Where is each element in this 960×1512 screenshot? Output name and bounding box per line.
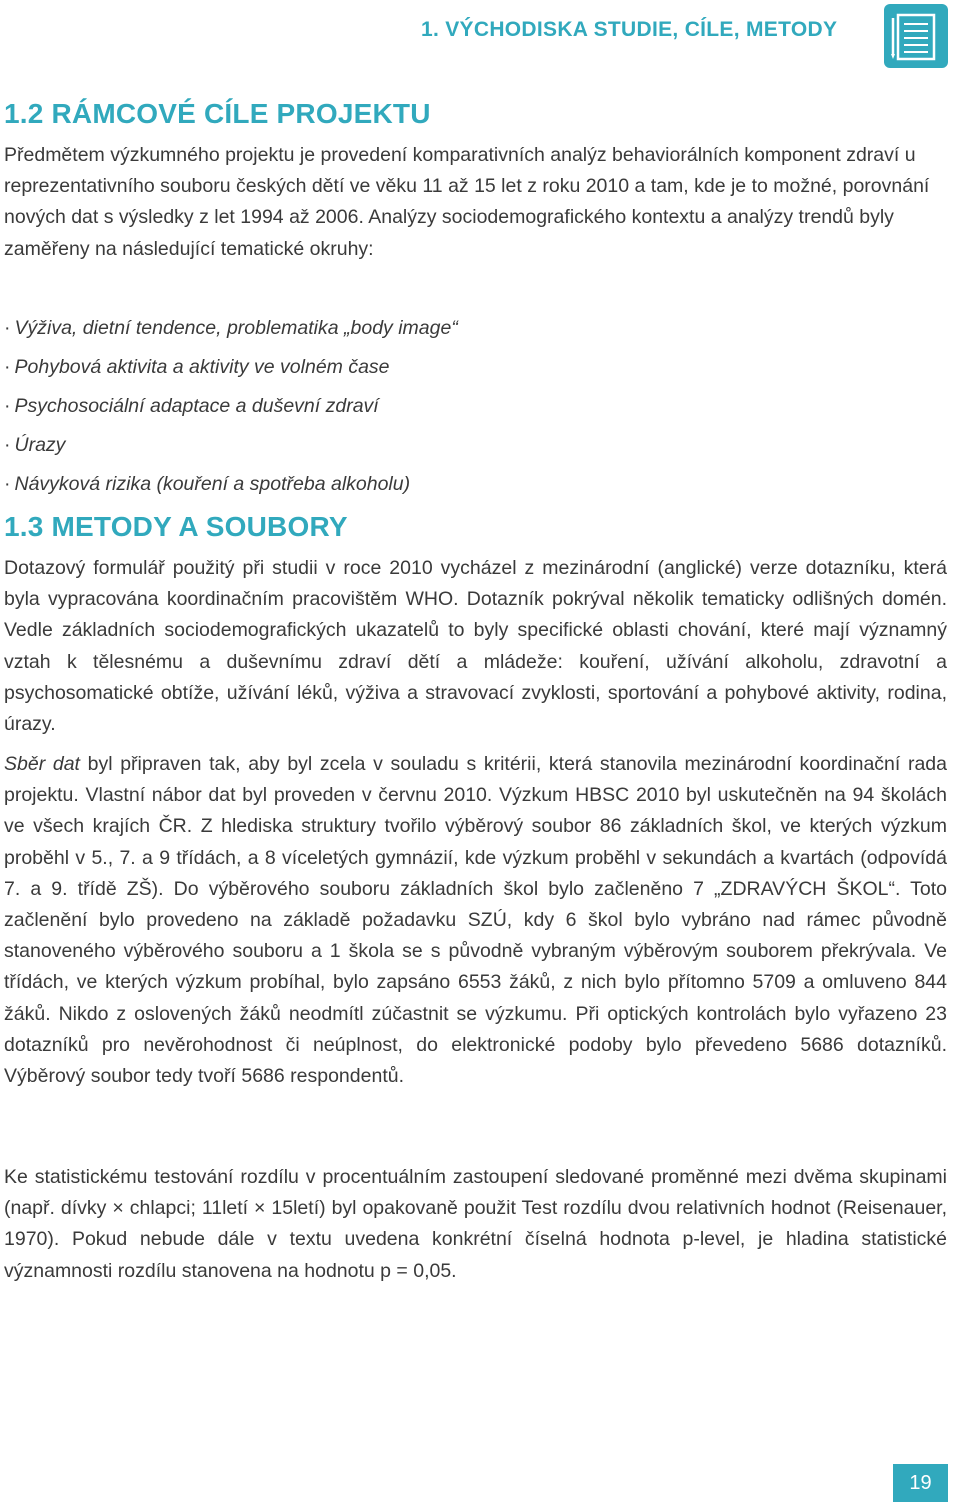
list-item xyxy=(4,469,458,508)
topic-list xyxy=(4,313,458,508)
topic-text: Pohybová aktivita a aktivity ve volném čase xyxy=(14,356,390,378)
intro-text-2: Analýzy sociodemografického kontextu a analýzy trendů byly zaměřeny na následující tematické okruhy: xyxy=(4,206,894,260)
notepad-icon xyxy=(884,4,948,68)
section-heading-metody: 1.3 METODY A SOUBORY xyxy=(4,511,348,542)
list-item xyxy=(4,313,458,352)
list-item xyxy=(4,352,458,391)
sber-dat-term: Sběr dat xyxy=(4,753,80,775)
bullet: · xyxy=(4,395,11,417)
metody-paragraph-2-text: byl připraven tak, aby byl zcela v souladu s kritérii, která stanovila mezinárodní koordinační rada projektu. Vlastní nábor dat byl proveden v červnu 2010. Výzkum HBSC 2010 byl uskutečněn na 94 školách ve všech krajích ČR. Z hlediska struktury tvořilo výběrový soubor 86 základních škol, ve kterých výzkum proběhl v 5., 7. a 9 třídách, a 8 víceletých gymnázií, kde výzkum proběhl v sekundách a kvartách (odpovídá 7. a 9. třídě ZŠ). Do výběrového souboru základních škol bylo začleněno 7 „ZDRAVÝCH ŠKOL“. Toto začlenění bylo provedeno na základě požadavku SZÚ, kdy 6 škol bylo vybráno nad rámec původně stanoveného výběrového souboru a 1 škola se s původně vybraným výběrovým souborem překrývala. Ve třídách, ve kterých výzkum probíhal, bylo zapsáno 6553 žáků, z nich bylo přítomno 5709 a omluveno 844 žáků. Nikdo z oslovených žáků neodmítl zúčastnit se výzkumu. Při optických kontrolách bylo vyřazeno 23 dotazníků pro nevěrohodnost či neúplnost, do elektronické podoby bylo převedeno 5686 dotazníků. Výběrový soubor tedy tvoří 5686 respondentů. xyxy=(4,753,947,1088)
list-item xyxy=(4,430,458,469)
metody-paragraph-2 xyxy=(4,749,947,1092)
bullet: · xyxy=(4,356,11,378)
intro-paragraph xyxy=(4,140,947,265)
topic-text: Psychosociální adaptace a duševní zdraví xyxy=(14,395,379,417)
bullet: · xyxy=(4,434,11,456)
intro-text-1: Předmětem výzkumného projektu je provedení komparativních analýz behaviorálních komponent zdraví u reprezentativního souboru českých dětí ve věku 11 až 15 let z roku 2010 a tam, kde je to možné, porovnání nových dat s výsledky z let 1994 až 2006. xyxy=(4,144,930,229)
bullet: · xyxy=(4,317,11,339)
metody-paragraph-1: Dotazový formulář použitý při studii v roce 2010 vycházel z mezinárodní (anglické) verze dotazníku, která byla vypracována koordinačním pracovištěm WHO. Dotazník pokrýval několik tematicky odlišných domén. Vedle základních sociodemografických ukazatelů to byly specifické oblasti chování, které mají významný vztah k tělesnému a duševnímu zdraví dětí a mládeže: kouření, užívání alkoholu, zdravotní a psychosomatické obtíže, užívání léků, výživa a stravovací zvyklosti, sportování a pohybové aktivity, rodina, úrazy. xyxy=(4,557,947,736)
topic-text: Návyková rizika (kouření a spotřeba alkoholu) xyxy=(14,473,411,495)
topic-text: Úrazy xyxy=(14,434,66,456)
page-number: 19 xyxy=(893,1464,948,1502)
bullet: · xyxy=(4,473,11,495)
metody-paragraph-3: Ke statistickému testování rozdílu v procentuálním zastoupení sledované proměnné mezi dvěma skupinami (např. dívky × chlapci; 11letí × 15letí) byl opakovaně použit Test rozdílu dvou relativních hodnot (Reisenauer, 1970). Pokud nebude dále v textu uvedena konkrétní číselná hodnota p-level, je hladina statistické významnosti rozdílu stanovena na hodnotu p = 0,05. xyxy=(4,1166,947,1282)
section-heading-cile: 1.2 RÁMCOVÉ CÍLE PROJEKTU xyxy=(4,98,431,129)
topic-text: Výživa, dietní tendence, problematika „body image“ xyxy=(14,317,458,339)
chapter-title: 1. VÝCHODISKA STUDIE, CÍLE, METODY xyxy=(421,18,838,41)
list-item xyxy=(4,391,458,430)
